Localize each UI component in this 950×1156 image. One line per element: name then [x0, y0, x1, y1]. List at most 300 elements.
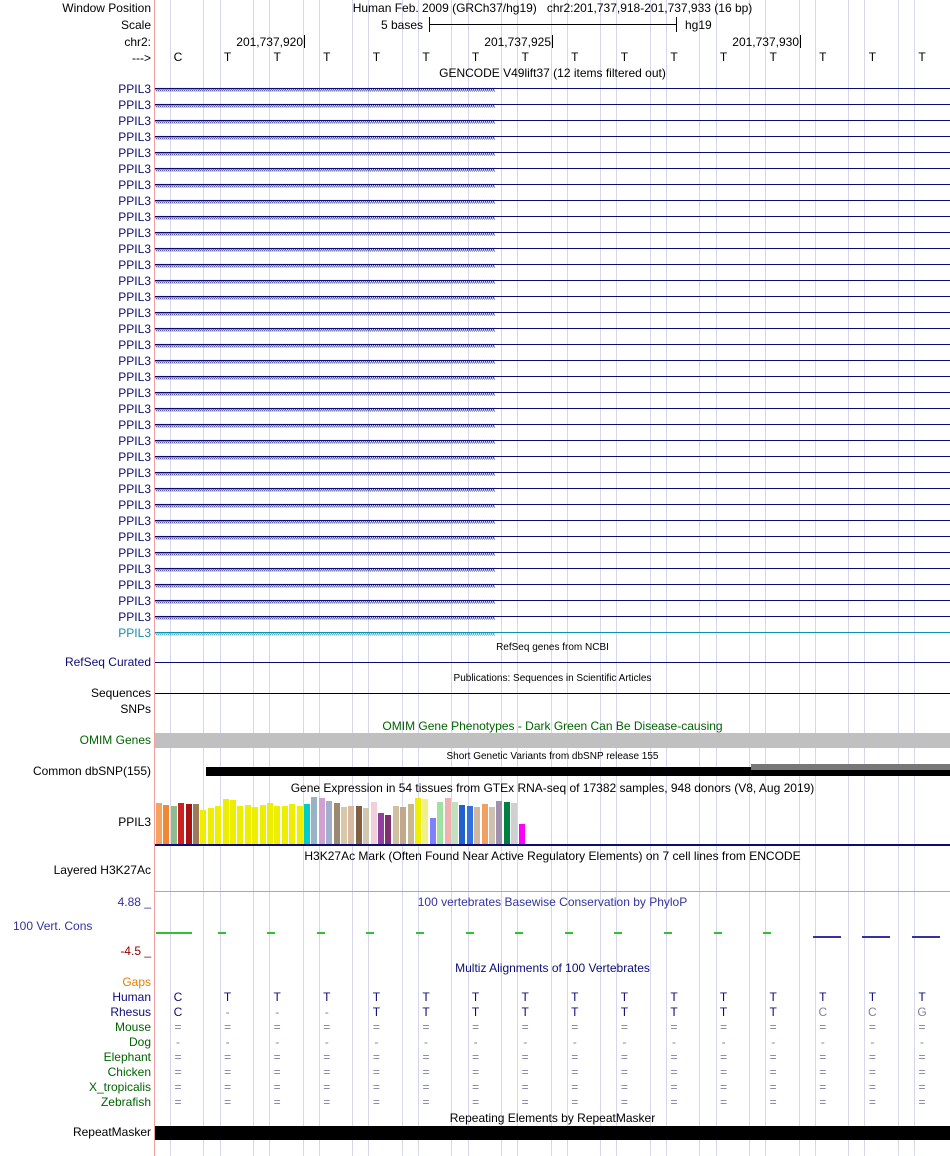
- gtex-tissue-bar[interactable]: [415, 798, 421, 844]
- gencode-gene-label[interactable]: PPIL3: [118, 562, 151, 576]
- alignment-base: =: [720, 1080, 728, 1094]
- phylop-mark: [267, 932, 275, 934]
- alignment-base: =: [720, 1050, 728, 1064]
- track-labels-column: [0, 0, 153, 1156]
- gtex-tissue-bar[interactable]: [260, 805, 266, 844]
- gtex-tissue-bar[interactable]: [178, 803, 184, 844]
- gencode-gene-label[interactable]: PPIL3: [118, 514, 151, 528]
- alignment-base: =: [620, 1050, 628, 1064]
- gencode-gene-label[interactable]: PPIL3: [118, 610, 151, 624]
- strand-arrow-icon: ‹‹‹‹‹‹‹‹‹‹‹‹‹‹‹‹‹‹‹‹‹‹‹‹‹‹‹‹‹‹‹‹‹‹‹‹‹‹‹‹‹‹‹‹‹‹‹‹‹‹‹‹‹‹‹‹‹‹‹‹‹‹‹‹‹‹‹‹‹‹‹‹‹‹‹‹‹‹‹‹‹‹‹‹‹‹‹‹‹‹‹‹‹‹‹‹‹‹‹‹‹‹‹‹‹‹‹‹‹‹‹‹‹‹‹‹‹‹‹‹‹‹‹‹‹‹‹‹‹‹‹‹‹‹‹‹‹‹‹‹‹‹‹‹‹‹‹‹‹‹‹‹‹‹‹‹‹‹‹‹‹‹‹‹‹‹‹‹‹‹: [155, 580, 495, 590]
- alignment-base: =: [620, 1020, 628, 1034]
- gencode-transcript[interactable]: [155, 467, 950, 479]
- alignment-base: T: [918, 990, 926, 1004]
- gencode-transcript[interactable]: [155, 371, 950, 383]
- strand-arrow-icon: ‹‹‹‹‹‹‹‹‹‹‹‹‹‹‹‹‹‹‹‹‹‹‹‹‹‹‹‹‹‹‹‹‹‹‹‹‹‹‹‹‹‹‹‹‹‹‹‹‹‹‹‹‹‹‹‹‹‹‹‹‹‹‹‹‹‹‹‹‹‹‹‹‹‹‹‹‹‹‹‹‹‹‹‹‹‹‹‹‹‹‹‹‹‹‹‹‹‹‹‹‹‹‹‹‹‹‹‹‹‹‹‹‹‹‹‹‹‹‹‹‹‹‹‹‹‹‹‹‹‹‹‹‹‹‹‹‹‹‹‹‹‹‹‹‹‹‹‹‹‹‹‹‹‹‹‹‹‹‹‹‹‹‹‹‹‹‹‹‹‹: [155, 484, 495, 494]
- alignment-base: =: [720, 1020, 728, 1034]
- alignment-base: -: [324, 1035, 329, 1049]
- sequence-base: T: [521, 50, 529, 64]
- gencode-transcript[interactable]: [155, 291, 950, 303]
- phylop-mark: [366, 932, 374, 934]
- alignment-base: =: [422, 1095, 430, 1109]
- gencode-gene-label[interactable]: PPIL3: [118, 498, 151, 512]
- h3k27ac-track-title: H3K27Ac Mark (Often Found Near Active Regulatory Elements) on 7 cell lines from ENCODE: [304, 849, 801, 863]
- gencode-gene-label[interactable]: PPIL3: [118, 242, 151, 256]
- gtex-tissue-bar[interactable]: [230, 800, 236, 844]
- alignment-base: =: [422, 1020, 430, 1034]
- alignment-base: =: [323, 1080, 331, 1094]
- sequence-base: T: [769, 50, 777, 64]
- gencode-gene-label[interactable]: PPIL3: [118, 290, 151, 304]
- alignment-base: =: [819, 1065, 827, 1079]
- alignment-base: =: [422, 1050, 430, 1064]
- gtex-tissue-bar[interactable]: [237, 806, 243, 844]
- alignment-base: T: [422, 990, 430, 1004]
- gtex-tissue-bar[interactable]: [311, 797, 317, 844]
- alignment-base: =: [819, 1095, 827, 1109]
- gtex-tissue-bar[interactable]: [348, 806, 354, 844]
- alignment-base: =: [372, 1050, 380, 1064]
- coord-tick-1: [304, 35, 305, 48]
- alignment-base: =: [868, 1080, 876, 1094]
- species-label[interactable]: Mouse: [114, 1020, 151, 1034]
- gtex-tissue-bar[interactable]: [459, 805, 465, 844]
- phylop-mark: [763, 932, 771, 934]
- gencode-transcript[interactable]: [155, 531, 950, 543]
- gencode-gene-label[interactable]: PPIL3: [118, 626, 151, 640]
- multiz-track-title: Multiz Alignments of 100 Vertebrates: [455, 961, 650, 975]
- gtex-tissue-bar[interactable]: [334, 803, 340, 844]
- track-display-area[interactable]: [155, 0, 950, 1156]
- alignment-base: =: [769, 1020, 777, 1034]
- gencode-gene-label[interactable]: PPIL3: [118, 194, 151, 208]
- gtex-baseline: [155, 844, 950, 846]
- alignment-base: =: [224, 1050, 232, 1064]
- gtex-tissue-bar[interactable]: [252, 807, 258, 844]
- alignment-base: =: [323, 1095, 331, 1109]
- phylop-max-label: 4.88 _: [117, 895, 151, 909]
- gencode-transcript[interactable]: [155, 451, 950, 463]
- gencode-gene-label[interactable]: PPIL3: [118, 274, 151, 288]
- alignment-base: C: [868, 1005, 877, 1019]
- alignment-base: -: [820, 1035, 825, 1049]
- omim-track-title: OMIM Gene Phenotypes - Dark Green Can Be Disease-causing: [382, 719, 723, 733]
- gtex-tissue-bar[interactable]: [193, 804, 199, 844]
- gtex-tissue-bar[interactable]: [289, 804, 295, 844]
- alignment-base: -: [275, 1005, 280, 1019]
- gtex-tissue-bar[interactable]: [393, 806, 399, 844]
- refseq-gene-line[interactable]: [155, 662, 950, 663]
- alignment-base: -: [523, 1035, 528, 1049]
- gencode-gene-label[interactable]: PPIL3: [118, 434, 151, 448]
- position-header: [155, 1, 950, 15]
- sequence-base: T: [719, 50, 728, 64]
- gtex-tissue-bar[interactable]: [452, 802, 458, 844]
- species-label[interactable]: Chicken: [107, 1065, 151, 1079]
- dbsnp-track-label[interactable]: Common dbSNP(155): [32, 764, 151, 778]
- strand-arrow-icon: ‹‹‹‹‹‹‹‹‹‹‹‹‹‹‹‹‹‹‹‹‹‹‹‹‹‹‹‹‹‹‹‹‹‹‹‹‹‹‹‹‹‹‹‹‹‹‹‹‹‹‹‹‹‹‹‹‹‹‹‹‹‹‹‹‹‹‹‹‹‹‹‹‹‹‹‹‹‹‹‹‹‹‹‹‹‹‹‹‹‹‹‹‹‹‹‹‹‹‹‹‹‹‹‹‹‹‹‹‹‹‹‹‹‹‹‹‹‹‹‹‹‹‹‹‹‹‹‹‹‹‹‹‹‹‹‹‹‹‹‹‹‹‹‹‹‹‹‹‹‹‹‹‹‹‹‹‹‹‹‹‹‹‹‹‹‹‹‹‹‹: [155, 132, 495, 142]
- gencode-transcript[interactable]: [155, 499, 950, 511]
- alignment-base: -: [920, 1035, 924, 1049]
- gencode-gene-label[interactable]: PPIL3: [118, 370, 151, 384]
- strand-label: --->: [132, 51, 151, 65]
- strand-arrow-icon: ‹‹‹‹‹‹‹‹‹‹‹‹‹‹‹‹‹‹‹‹‹‹‹‹‹‹‹‹‹‹‹‹‹‹‹‹‹‹‹‹‹‹‹‹‹‹‹‹‹‹‹‹‹‹‹‹‹‹‹‹‹‹‹‹‹‹‹‹‹‹‹‹‹‹‹‹‹‹‹‹‹‹‹‹‹‹‹‹‹‹‹‹‹‹‹‹‹‹‹‹‹‹‹‹‹‹‹‹‹‹‹‹‹‹‹‹‹‹‹‹‹‹‹‹‹‹‹‹‹‹‹‹‹‹‹‹‹‹‹‹‹‹‹‹‹‹‹‹‹‹‹‹‹‹‹‹‹‹‹‹‹‹‹‹‹‹‹‹‹‹: [155, 180, 495, 190]
- sequence-base: T: [620, 50, 629, 64]
- strand-arrow-icon: ‹‹‹‹‹‹‹‹‹‹‹‹‹‹‹‹‹‹‹‹‹‹‹‹‹‹‹‹‹‹‹‹‹‹‹‹‹‹‹‹‹‹‹‹‹‹‹‹‹‹‹‹‹‹‹‹‹‹‹‹‹‹‹‹‹‹‹‹‹‹‹‹‹‹‹‹‹‹‹‹‹‹‹‹‹‹‹‹‹‹‹‹‹‹‹‹‹‹‹‹‹‹‹‹‹‹‹‹‹‹‹‹‹‹‹‹‹‹‹‹‹‹‹‹‹‹‹‹‹‹‹‹‹‹‹‹‹‹‹‹‹‹‹‹‹‹‹‹‹‹‹‹‹‹‹‹‹‹‹‹‹‹‹‹‹‹‹‹‹‹: [155, 100, 495, 110]
- gencode-track-title: GENCODE V49lift37 (12 items filtered out): [439, 66, 666, 80]
- gencode-transcript[interactable]: [155, 243, 950, 255]
- gencode-gene-label[interactable]: PPIL3: [118, 226, 151, 240]
- alignment-base: -: [176, 1035, 180, 1049]
- gencode-transcript[interactable]: [155, 259, 950, 271]
- sequence-base: T: [868, 50, 877, 64]
- gtex-tissue-bar[interactable]: [504, 802, 510, 844]
- alignment-base: =: [273, 1020, 281, 1034]
- alignment-base: =: [174, 1080, 182, 1094]
- species-label[interactable]: Rhesus: [110, 1005, 151, 1019]
- gencode-transcript[interactable]: [155, 99, 950, 111]
- gtex-track-label[interactable]: PPIL3: [118, 815, 151, 829]
- gtex-tissue-bar[interactable]: [496, 801, 502, 844]
- gtex-tissue-bar[interactable]: [156, 803, 162, 844]
- alignment-base: T: [471, 1005, 480, 1019]
- gtex-tissue-bar[interactable]: [223, 799, 229, 844]
- alignment-base: =: [323, 1050, 331, 1064]
- alignment-base: T: [571, 1005, 579, 1019]
- gtex-tissue-bar[interactable]: [511, 803, 517, 844]
- position-range: chr2:201,737,918-201,737,933 (16 bp): [546, 1, 753, 15]
- species-label[interactable]: Elephant: [103, 1050, 151, 1064]
- alignment-base: T: [819, 990, 827, 1004]
- gencode-gene-label[interactable]: PPIL3: [118, 482, 151, 496]
- phylop-track-label[interactable]: 100 Vert. Cons: [13, 919, 93, 933]
- gtex-tissue-bar[interactable]: [445, 798, 451, 844]
- gencode-transcript[interactable]: [155, 147, 950, 159]
- gencode-transcript[interactable]: [155, 115, 950, 127]
- gencode-transcript[interactable]: [155, 403, 950, 415]
- gtex-tissue-bar[interactable]: [356, 806, 362, 844]
- alignment-base: =: [273, 1065, 281, 1079]
- gtex-tissue-bar[interactable]: [326, 801, 332, 844]
- alignment-base: =: [918, 1065, 926, 1079]
- alignment-base: =: [620, 1095, 628, 1109]
- gencode-transcript[interactable]: [155, 339, 950, 351]
- gtex-tissue-bar[interactable]: [363, 808, 369, 844]
- gencode-transcript[interactable]: [155, 627, 950, 639]
- gencode-transcript[interactable]: [155, 83, 950, 95]
- gtex-tissue-bar[interactable]: [304, 804, 310, 844]
- strand-arrow-icon: ‹‹‹‹‹‹‹‹‹‹‹‹‹‹‹‹‹‹‹‹‹‹‹‹‹‹‹‹‹‹‹‹‹‹‹‹‹‹‹‹‹‹‹‹‹‹‹‹‹‹‹‹‹‹‹‹‹‹‹‹‹‹‹‹‹‹‹‹‹‹‹‹‹‹‹‹‹‹‹‹‹‹‹‹‹‹‹‹‹‹‹‹‹‹‹‹‹‹‹‹‹‹‹‹‹‹‹‹‹‹‹‹‹‹‹‹‹‹‹‹‹‹‹‹‹‹‹‹‹‹‹‹‹‹‹‹‹‹‹‹‹‹‹‹‹‹‹‹‹‹‹‹‹‹‹‹‹‹‹‹‹‹‹‹‹‹‹‹‹‹: [155, 452, 495, 462]
- alignment-base: =: [372, 1080, 380, 1094]
- strand-arrow-icon: ‹‹‹‹‹‹‹‹‹‹‹‹‹‹‹‹‹‹‹‹‹‹‹‹‹‹‹‹‹‹‹‹‹‹‹‹‹‹‹‹‹‹‹‹‹‹‹‹‹‹‹‹‹‹‹‹‹‹‹‹‹‹‹‹‹‹‹‹‹‹‹‹‹‹‹‹‹‹‹‹‹‹‹‹‹‹‹‹‹‹‹‹‹‹‹‹‹‹‹‹‹‹‹‹‹‹‹‹‹‹‹‹‹‹‹‹‹‹‹‹‹‹‹‹‹‹‹‹‹‹‹‹‹‹‹‹‹‹‹‹‹‹‹‹‹‹‹‹‹‹‹‹‹‹‹‹‹‹‹‹‹‹‹‹‹‹‹‹‹‹: [155, 148, 495, 158]
- gencode-gene-label[interactable]: PPIL3: [118, 530, 151, 544]
- alignment-base: =: [670, 1095, 678, 1109]
- sequence-base: C: [173, 50, 183, 64]
- gencode-gene-label[interactable]: PPIL3: [118, 162, 151, 176]
- gencode-gene-label[interactable]: PPIL3: [118, 402, 151, 416]
- strand-arrow-icon: ‹‹‹‹‹‹‹‹‹‹‹‹‹‹‹‹‹‹‹‹‹‹‹‹‹‹‹‹‹‹‹‹‹‹‹‹‹‹‹‹‹‹‹‹‹‹‹‹‹‹‹‹‹‹‹‹‹‹‹‹‹‹‹‹‹‹‹‹‹‹‹‹‹‹‹‹‹‹‹‹‹‹‹‹‹‹‹‹‹‹‹‹‹‹‹‹‹‹‹‹‹‹‹‹‹‹‹‹‹‹‹‹‹‹‹‹‹‹‹‹‹‹‹‹‹‹‹‹‹‹‹‹‹‹‹‹‹‹‹‹‹‹‹‹‹‹‹‹‹‹‹‹‹‹‹‹‹‹‹‹‹‹‹‹‹‹‹‹‹‹: [155, 196, 495, 206]
- refseq-track-label[interactable]: RefSeq Curated: [64, 655, 151, 669]
- gtex-tissue-bar[interactable]: [489, 807, 495, 844]
- gencode-transcript[interactable]: [155, 323, 950, 335]
- gencode-transcript[interactable]: [155, 211, 950, 223]
- strand-arrow-icon: ‹‹‹‹‹‹‹‹‹‹‹‹‹‹‹‹‹‹‹‹‹‹‹‹‹‹‹‹‹‹‹‹‹‹‹‹‹‹‹‹‹‹‹‹‹‹‹‹‹‹‹‹‹‹‹‹‹‹‹‹‹‹‹‹‹‹‹‹‹‹‹‹‹‹‹‹‹‹‹‹‹‹‹‹‹‹‹‹‹‹‹‹‹‹‹‹‹‹‹‹‹‹‹‹‹‹‹‹‹‹‹‹‹‹‹‹‹‹‹‹‹‹‹‹‹‹‹‹‹‹‹‹‹‹‹‹‹‹‹‹‹‹‹‹‹‹‹‹‹‹‹‹‹‹‹‹‹‹‹‹‹‹‹‹‹‹‹‹‹‹: [155, 372, 495, 382]
- gencode-transcript[interactable]: [155, 355, 950, 367]
- gencode-transcript[interactable]: [155, 275, 950, 287]
- gencode-transcript[interactable]: [155, 515, 950, 527]
- strand-arrow-icon: ‹‹‹‹‹‹‹‹‹‹‹‹‹‹‹‹‹‹‹‹‹‹‹‹‹‹‹‹‹‹‹‹‹‹‹‹‹‹‹‹‹‹‹‹‹‹‹‹‹‹‹‹‹‹‹‹‹‹‹‹‹‹‹‹‹‹‹‹‹‹‹‹‹‹‹‹‹‹‹‹‹‹‹‹‹‹‹‹‹‹‹‹‹‹‹‹‹‹‹‹‹‹‹‹‹‹‹‹‹‹‹‹‹‹‹‹‹‹‹‹‹‹‹‹‹‹‹‹‹‹‹‹‹‹‹‹‹‹‹‹‹‹‹‹‹‹‹‹‹‹‹‹‹‹‹‹‹‹‹‹‹‹‹‹‹‹‹‹‹‹: [155, 244, 495, 254]
- gtex-tissue-bar[interactable]: [297, 806, 303, 844]
- gencode-transcript[interactable]: [155, 419, 950, 431]
- alignment-base: =: [273, 1095, 281, 1109]
- coord-label-2: 201,737,925: [484, 35, 551, 49]
- gtex-tissue-bar[interactable]: [430, 818, 436, 844]
- refseq-track-title: RefSeq genes from NCBI: [496, 642, 609, 653]
- gencode-transcript[interactable]: [155, 131, 950, 143]
- alignment-base: =: [224, 1095, 232, 1109]
- omim-gene-bar[interactable]: [155, 733, 950, 748]
- scale-text: 5 bases: [380, 18, 423, 32]
- repeatmasker-track-title: Repeating Elements by RepeatMasker: [449, 1111, 656, 1125]
- gencode-transcript[interactable]: [155, 179, 950, 191]
- dbsnp-variant-bar-secondary[interactable]: [751, 764, 950, 770]
- alignment-base: T: [422, 1005, 430, 1019]
- alignment-base: C: [173, 1005, 183, 1019]
- gtex-tissue-bar[interactable]: [341, 807, 347, 844]
- alignment-base: =: [918, 1020, 926, 1034]
- phylop-mark: [466, 932, 474, 934]
- gencode-gene-label[interactable]: PPIL3: [118, 114, 151, 128]
- strand-arrow-icon: ‹‹‹‹‹‹‹‹‹‹‹‹‹‹‹‹‹‹‹‹‹‹‹‹‹‹‹‹‹‹‹‹‹‹‹‹‹‹‹‹‹‹‹‹‹‹‹‹‹‹‹‹‹‹‹‹‹‹‹‹‹‹‹‹‹‹‹‹‹‹‹‹‹‹‹‹‹‹‹‹‹‹‹‹‹‹‹‹‹‹‹‹‹‹‹‹‹‹‹‹‹‹‹‹‹‹‹‹‹‹‹‹‹‹‹‹‹‹‹‹‹‹‹‹‹‹‹‹‹‹‹‹‹‹‹‹‹‹‹‹‹‹‹‹‹‹‹‹‹‹‹‹‹‹‹‹‹‹‹‹‹‹‹‹‹‹‹‹‹‹: [155, 308, 495, 318]
- gencode-gene-label[interactable]: PPIL3: [118, 98, 151, 112]
- alignment-base: =: [819, 1080, 827, 1094]
- phylop-track-title: 100 vertebrates Basewise Conservation by PhyloP: [417, 895, 688, 909]
- gtex-tissue-bar[interactable]: [267, 803, 273, 844]
- gtex-tissue-bar[interactable]: [245, 805, 251, 844]
- gencode-gene-label[interactable]: PPIL3: [118, 386, 151, 400]
- gencode-gene-label[interactable]: PPIL3: [118, 418, 151, 432]
- sequences-track-label[interactable]: Sequences: [90, 686, 151, 700]
- gencode-transcript[interactable]: [155, 579, 950, 591]
- sequence-base: T: [323, 50, 331, 64]
- alignment-base: T: [670, 990, 678, 1004]
- alignment-base: =: [372, 1020, 380, 1034]
- gencode-gene-label[interactable]: PPIL3: [118, 450, 151, 464]
- gaps-label: Gaps: [122, 975, 151, 989]
- alignment-base: =: [273, 1050, 281, 1064]
- species-label[interactable]: X_tropicalis: [88, 1080, 151, 1094]
- strand-arrow-icon: ‹‹‹‹‹‹‹‹‹‹‹‹‹‹‹‹‹‹‹‹‹‹‹‹‹‹‹‹‹‹‹‹‹‹‹‹‹‹‹‹‹‹‹‹‹‹‹‹‹‹‹‹‹‹‹‹‹‹‹‹‹‹‹‹‹‹‹‹‹‹‹‹‹‹‹‹‹‹‹‹‹‹‹‹‹‹‹‹‹‹‹‹‹‹‹‹‹‹‹‹‹‹‹‹‹‹‹‹‹‹‹‹‹‹‹‹‹‹‹‹‹‹‹‹‹‹‹‹‹‹‹‹‹‹‹‹‹‹‹‹‹‹‹‹‹‹‹‹‹‹‹‹‹‹‹‹‹‹‹‹‹‹‹‹‹‹‹‹‹‹: [155, 500, 495, 510]
- gencode-transcript[interactable]: [155, 435, 950, 447]
- scale-db: hg19: [685, 18, 712, 32]
- alignment-base: =: [670, 1065, 678, 1079]
- alignment-base: =: [521, 1065, 529, 1079]
- gencode-transcript[interactable]: [155, 227, 950, 239]
- alignment-base: =: [868, 1095, 876, 1109]
- alignment-base: =: [174, 1020, 182, 1034]
- publications-line[interactable]: [155, 693, 950, 694]
- strand-arrow-icon: ‹‹‹‹‹‹‹‹‹‹‹‹‹‹‹‹‹‹‹‹‹‹‹‹‹‹‹‹‹‹‹‹‹‹‹‹‹‹‹‹‹‹‹‹‹‹‹‹‹‹‹‹‹‹‹‹‹‹‹‹‹‹‹‹‹‹‹‹‹‹‹‹‹‹‹‹‹‹‹‹‹‹‹‹‹‹‹‹‹‹‹‹‹‹‹‹‹‹‹‹‹‹‹‹‹‹‹‹‹‹‹‹‹‹‹‹‹‹‹‹‹‹‹‹‹‹‹‹‹‹‹‹‹‹‹‹‹‹‹‹‹‹‹‹‹‹‹‹‹‹‹‹‹‹‹‹‹‹‹‹‹‹‹‹‹‹‹‹‹‹: [155, 260, 495, 270]
- species-label[interactable]: Human: [112, 990, 151, 1004]
- h3k27ac-track-label[interactable]: Layered H3K27Ac: [53, 863, 151, 877]
- gtex-tissue-bar[interactable]: [208, 808, 214, 844]
- gtex-tissue-bar[interactable]: [467, 806, 473, 844]
- gtex-tissue-bar[interactable]: [474, 807, 480, 844]
- gencode-transcript[interactable]: [155, 307, 950, 319]
- alignment-base: T: [521, 990, 529, 1004]
- gencode-gene-label[interactable]: PPIL3: [118, 82, 151, 96]
- gencode-transcript[interactable]: [155, 611, 950, 623]
- alignment-base: =: [174, 1095, 182, 1109]
- gtex-tissue-bar[interactable]: [400, 807, 406, 844]
- gtex-tissue-bar[interactable]: [274, 806, 280, 844]
- alignment-base: =: [868, 1065, 876, 1079]
- sequence-base: T: [571, 50, 579, 64]
- phylop-mark: [813, 936, 841, 938]
- alignment-base: T: [620, 990, 629, 1004]
- alignment-base: =: [918, 1095, 926, 1109]
- species-label[interactable]: Dog: [128, 1035, 151, 1049]
- strand-arrow-icon: ‹‹‹‹‹‹‹‹‹‹‹‹‹‹‹‹‹‹‹‹‹‹‹‹‹‹‹‹‹‹‹‹‹‹‹‹‹‹‹‹‹‹‹‹‹‹‹‹‹‹‹‹‹‹‹‹‹‹‹‹‹‹‹‹‹‹‹‹‹‹‹‹‹‹‹‹‹‹‹‹‹‹‹‹‹‹‹‹‹‹‹‹‹‹‹‹‹‹‹‹‹‹‹‹‹‹‹‹‹‹‹‹‹‹‹‹‹‹‹‹‹‹‹‹‹‹‹‹‹‹‹‹‹‹‹‹‹‹‹‹‹‹‹‹‹‹‹‹‹‹‹‹‹‹‹‹‹‹‹‹‹‹‹‹‹‹‹‹‹‹: [155, 340, 495, 350]
- strand-arrow-icon: ‹‹‹‹‹‹‹‹‹‹‹‹‹‹‹‹‹‹‹‹‹‹‹‹‹‹‹‹‹‹‹‹‹‹‹‹‹‹‹‹‹‹‹‹‹‹‹‹‹‹‹‹‹‹‹‹‹‹‹‹‹‹‹‹‹‹‹‹‹‹‹‹‹‹‹‹‹‹‹‹‹‹‹‹‹‹‹‹‹‹‹‹‹‹‹‹‹‹‹‹‹‹‹‹‹‹‹‹‹‹‹‹‹‹‹‹‹‹‹‹‹‹‹‹‹‹‹‹‹‹‹‹‹‹‹‹‹‹‹‹‹‹‹‹‹‹‹‹‹‹‹‹‹‹‹‹‹‹‹‹‹‹‹‹‹‹‹‹‹‹: [155, 516, 495, 526]
- strand-arrow-icon: ‹‹‹‹‹‹‹‹‹‹‹‹‹‹‹‹‹‹‹‹‹‹‹‹‹‹‹‹‹‹‹‹‹‹‹‹‹‹‹‹‹‹‹‹‹‹‹‹‹‹‹‹‹‹‹‹‹‹‹‹‹‹‹‹‹‹‹‹‹‹‹‹‹‹‹‹‹‹‹‹‹‹‹‹‹‹‹‹‹‹‹‹‹‹‹‹‹‹‹‹‹‹‹‹‹‹‹‹‹‹‹‹‹‹‹‹‹‹‹‹‹‹‹‹‹‹‹‹‹‹‹‹‹‹‹‹‹‹‹‹‹‹‹‹‹‹‹‹‹‹‹‹‹‹‹‹‹‹‹‹‹‹‹‹‹‹‹‹‹‹: [155, 324, 495, 334]
- gtex-tissue-bar[interactable]: [163, 805, 169, 844]
- strand-arrow-icon: ‹‹‹‹‹‹‹‹‹‹‹‹‹‹‹‹‹‹‹‹‹‹‹‹‹‹‹‹‹‹‹‹‹‹‹‹‹‹‹‹‹‹‹‹‹‹‹‹‹‹‹‹‹‹‹‹‹‹‹‹‹‹‹‹‹‹‹‹‹‹‹‹‹‹‹‹‹‹‹‹‹‹‹‹‹‹‹‹‹‹‹‹‹‹‹‹‹‹‹‹‹‹‹‹‹‹‹‹‹‹‹‹‹‹‹‹‹‹‹‹‹‹‹‹‹‹‹‹‹‹‹‹‹‹‹‹‹‹‹‹‹‹‹‹‹‹‹‹‹‹‹‹‹‹‹‹‹‹‹‹‹‹‹‹‹‹‹‹‹‹: [155, 548, 495, 558]
- repeatmasker-track-label[interactable]: RepeatMasker: [72, 1125, 151, 1139]
- omim-track-label[interactable]: OMIM Genes: [79, 733, 151, 747]
- gencode-gene-label[interactable]: PPIL3: [118, 146, 151, 160]
- strand-arrow-icon: ‹‹‹‹‹‹‹‹‹‹‹‹‹‹‹‹‹‹‹‹‹‹‹‹‹‹‹‹‹‹‹‹‹‹‹‹‹‹‹‹‹‹‹‹‹‹‹‹‹‹‹‹‹‹‹‹‹‹‹‹‹‹‹‹‹‹‹‹‹‹‹‹‹‹‹‹‹‹‹‹‹‹‹‹‹‹‹‹‹‹‹‹‹‹‹‹‹‹‹‹‹‹‹‹‹‹‹‹‹‹‹‹‹‹‹‹‹‹‹‹‹‹‹‹‹‹‹‹‹‹‹‹‹‹‹‹‹‹‹‹‹‹‹‹‹‹‹‹‹‹‹‹‹‹‹‹‹‹‹‹‹‹‹‹‹‹‹‹‹‹: [155, 292, 495, 302]
- repeatmasker-element-bar[interactable]: [155, 1126, 950, 1140]
- alignment-base: -: [225, 1005, 230, 1019]
- phylop-mark: [156, 932, 192, 934]
- alignment-base: =: [670, 1050, 678, 1064]
- gencode-gene-label[interactable]: PPIL3: [118, 322, 151, 336]
- gencode-transcript[interactable]: [155, 563, 950, 575]
- alignment-base: T: [521, 1005, 529, 1019]
- gencode-transcript[interactable]: [155, 163, 950, 175]
- gtex-track-title: Gene Expression in 54 tissues from GTEx RNA-seq of 17382 samples, 948 donors (V8, Aug 2019): [290, 781, 815, 795]
- publications-track-title: Publications: Sequences in Scientific Articles: [453, 673, 652, 684]
- gencode-gene-label[interactable]: PPIL3: [118, 546, 151, 560]
- gtex-tissue-bar[interactable]: [186, 804, 192, 844]
- strand-arrow-icon: ‹‹‹‹‹‹‹‹‹‹‹‹‹‹‹‹‹‹‹‹‹‹‹‹‹‹‹‹‹‹‹‹‹‹‹‹‹‹‹‹‹‹‹‹‹‹‹‹‹‹‹‹‹‹‹‹‹‹‹‹‹‹‹‹‹‹‹‹‹‹‹‹‹‹‹‹‹‹‹‹‹‹‹‹‹‹‹‹‹‹‹‹‹‹‹‹‹‹‹‹‹‹‹‹‹‹‹‹‹‹‹‹‹‹‹‹‹‹‹‹‹‹‹‹‹‹‹‹‹‹‹‹‹‹‹‹‹‹‹‹‹‹‹‹‹‹‹‹‹‹‹‹‹‹‹‹‹‹‹‹‹‹‹‹‹‹‹‹‹‹: [155, 564, 495, 574]
- phylop-mark: [565, 932, 573, 934]
- gencode-transcript[interactable]: [155, 483, 950, 495]
- strand-arrow-icon: ‹‹‹‹‹‹‹‹‹‹‹‹‹‹‹‹‹‹‹‹‹‹‹‹‹‹‹‹‹‹‹‹‹‹‹‹‹‹‹‹‹‹‹‹‹‹‹‹‹‹‹‹‹‹‹‹‹‹‹‹‹‹‹‹‹‹‹‹‹‹‹‹‹‹‹‹‹‹‹‹‹‹‹‹‹‹‹‹‹‹‹‹‹‹‹‹‹‹‹‹‹‹‹‹‹‹‹‹‹‹‹‹‹‹‹‹‹‹‹‹‹‹‹‹‹‹‹‹‹‹‹‹‹‹‹‹‹‹‹‹‹‹‹‹‹‹‹‹‹‹‹‹‹‹‹‹‹‹‹‹‹‹‹‹‹‹‹‹‹‹: [155, 628, 495, 638]
- alignment-base: =: [422, 1080, 430, 1094]
- alignment-base: T: [273, 990, 281, 1004]
- alignment-base: T: [223, 990, 232, 1004]
- gencode-transcript[interactable]: [155, 547, 950, 559]
- gencode-gene-label[interactable]: PPIL3: [118, 130, 151, 144]
- alignment-base: =: [224, 1020, 232, 1034]
- gencode-transcript[interactable]: [155, 387, 950, 399]
- alignment-base: -: [275, 1035, 280, 1049]
- gencode-gene-label[interactable]: PPIL3: [118, 578, 151, 592]
- alignment-base: C: [173, 990, 183, 1004]
- gtex-tissue-bar[interactable]: [371, 802, 377, 844]
- phylop-mark: [912, 936, 940, 938]
- gtex-tissue-bar[interactable]: [385, 815, 391, 844]
- gencode-transcript[interactable]: [155, 195, 950, 207]
- alignment-base: =: [224, 1080, 232, 1094]
- gtex-tissue-bar[interactable]: [422, 799, 428, 844]
- assembly-name: Human Feb. 2009 (GRCh37/hg19): [352, 1, 537, 15]
- alignment-base: =: [868, 1020, 876, 1034]
- alignment-base: C: [818, 1005, 828, 1019]
- gtex-tissue-bar[interactable]: [378, 813, 384, 844]
- gencode-gene-label[interactable]: PPIL3: [118, 354, 151, 368]
- gtex-tissue-bar[interactable]: [482, 804, 488, 844]
- species-label[interactable]: Zebrafish: [100, 1095, 151, 1109]
- coord-label-3: 201,737,930: [732, 35, 799, 49]
- alignment-base: =: [521, 1095, 529, 1109]
- alignment-base: =: [918, 1080, 926, 1094]
- alignment-base: =: [372, 1065, 380, 1079]
- phylop-mark: [515, 932, 523, 934]
- strand-arrow-icon: ‹‹‹‹‹‹‹‹‹‹‹‹‹‹‹‹‹‹‹‹‹‹‹‹‹‹‹‹‹‹‹‹‹‹‹‹‹‹‹‹‹‹‹‹‹‹‹‹‹‹‹‹‹‹‹‹‹‹‹‹‹‹‹‹‹‹‹‹‹‹‹‹‹‹‹‹‹‹‹‹‹‹‹‹‹‹‹‹‹‹‹‹‹‹‹‹‹‹‹‹‹‹‹‹‹‹‹‹‹‹‹‹‹‹‹‹‹‹‹‹‹‹‹‹‹‹‹‹‹‹‹‹‹‹‹‹‹‹‹‹‹‹‹‹‹‹‹‹‹‹‹‹‹‹‹‹‹‹‹‹‹‹‹‹‹‹‹‹‹‹: [155, 532, 495, 542]
- alignment-base: T: [670, 1005, 678, 1019]
- gtex-tissue-bar[interactable]: [437, 802, 443, 844]
- gencode-gene-label[interactable]: PPIL3: [118, 466, 151, 480]
- gtex-tissue-bar[interactable]: [215, 806, 221, 844]
- h3k27ac-signal-line[interactable]: [155, 891, 950, 892]
- alignment-base: =: [174, 1050, 182, 1064]
- scale-label: Scale: [120, 18, 151, 32]
- alignment-base: =: [472, 1050, 480, 1064]
- gencode-transcript[interactable]: [155, 595, 950, 607]
- gtex-tissue-bar[interactable]: [200, 810, 206, 844]
- chrom-label: chr2:: [124, 35, 151, 49]
- phylop-mark: [614, 932, 622, 934]
- gtex-tissue-bar[interactable]: [171, 806, 177, 844]
- gencode-gene-label[interactable]: PPIL3: [118, 258, 151, 272]
- gencode-gene-label[interactable]: PPIL3: [118, 594, 151, 608]
- alignment-base: T: [323, 990, 331, 1004]
- alignment-base: =: [620, 1065, 628, 1079]
- strand-arrow-icon: ‹‹‹‹‹‹‹‹‹‹‹‹‹‹‹‹‹‹‹‹‹‹‹‹‹‹‹‹‹‹‹‹‹‹‹‹‹‹‹‹‹‹‹‹‹‹‹‹‹‹‹‹‹‹‹‹‹‹‹‹‹‹‹‹‹‹‹‹‹‹‹‹‹‹‹‹‹‹‹‹‹‹‹‹‹‹‹‹‹‹‹‹‹‹‹‹‹‹‹‹‹‹‹‹‹‹‹‹‹‹‹‹‹‹‹‹‹‹‹‹‹‹‹‹‹‹‹‹‹‹‹‹‹‹‹‹‹‹‹‹‹‹‹‹‹‹‹‹‹‹‹‹‹‹‹‹‹‹‹‹‹‹‹‹‹‹‹‹‹‹: [155, 468, 495, 478]
- gtex-tissue-bar[interactable]: [319, 798, 325, 844]
- phylop-mark: [416, 932, 424, 934]
- alignment-base: -: [771, 1035, 776, 1049]
- alignment-base: =: [620, 1080, 628, 1094]
- gencode-gene-label[interactable]: PPIL3: [118, 306, 151, 320]
- window-position-label: Window Position: [62, 1, 151, 15]
- alignment-base: =: [323, 1065, 331, 1079]
- sequence-base: T: [670, 50, 678, 64]
- sequence-base: T: [918, 50, 926, 64]
- alignment-base: G: [917, 1005, 927, 1019]
- alignment-base: =: [422, 1065, 430, 1079]
- phylop-min-label: -4.5 _: [120, 944, 151, 958]
- alignment-base: =: [769, 1095, 777, 1109]
- gtex-tissue-bar[interactable]: [408, 804, 414, 844]
- scale-bar: [429, 24, 677, 25]
- gencode-gene-label[interactable]: PPIL3: [118, 338, 151, 352]
- gencode-gene-label[interactable]: PPIL3: [118, 178, 151, 192]
- sequence-base: T: [422, 50, 430, 64]
- alignment-base: T: [719, 990, 728, 1004]
- gtex-tissue-bar[interactable]: [519, 824, 525, 844]
- alignment-base: =: [720, 1095, 728, 1109]
- alignment-base: =: [472, 1020, 480, 1034]
- gencode-gene-label[interactable]: PPIL3: [118, 210, 151, 224]
- gtex-tissue-bar[interactable]: [282, 806, 288, 844]
- strand-arrow-icon: ‹‹‹‹‹‹‹‹‹‹‹‹‹‹‹‹‹‹‹‹‹‹‹‹‹‹‹‹‹‹‹‹‹‹‹‹‹‹‹‹‹‹‹‹‹‹‹‹‹‹‹‹‹‹‹‹‹‹‹‹‹‹‹‹‹‹‹‹‹‹‹‹‹‹‹‹‹‹‹‹‹‹‹‹‹‹‹‹‹‹‹‹‹‹‹‹‹‹‹‹‹‹‹‹‹‹‹‹‹‹‹‹‹‹‹‹‹‹‹‹‹‹‹‹‹‹‹‹‹‹‹‹‹‹‹‹‹‹‹‹‹‹‹‹‹‹‹‹‹‹‹‹‹‹‹‹‹‹‹‹‹‹‹‹‹‹‹‹‹‹: [155, 212, 495, 222]
- sequence-base: T: [273, 50, 281, 64]
- strand-arrow-icon: ‹‹‹‹‹‹‹‹‹‹‹‹‹‹‹‹‹‹‹‹‹‹‹‹‹‹‹‹‹‹‹‹‹‹‹‹‹‹‹‹‹‹‹‹‹‹‹‹‹‹‹‹‹‹‹‹‹‹‹‹‹‹‹‹‹‹‹‹‹‹‹‹‹‹‹‹‹‹‹‹‹‹‹‹‹‹‹‹‹‹‹‹‹‹‹‹‹‹‹‹‹‹‹‹‹‹‹‹‹‹‹‹‹‹‹‹‹‹‹‹‹‹‹‹‹‹‹‹‹‹‹‹‹‹‹‹‹‹‹‹‹‹‹‹‹‹‹‹‹‹‹‹‹‹‹‹‹‹‹‹‹‹‹‹‹‹‹‹‹‹: [155, 420, 495, 430]
